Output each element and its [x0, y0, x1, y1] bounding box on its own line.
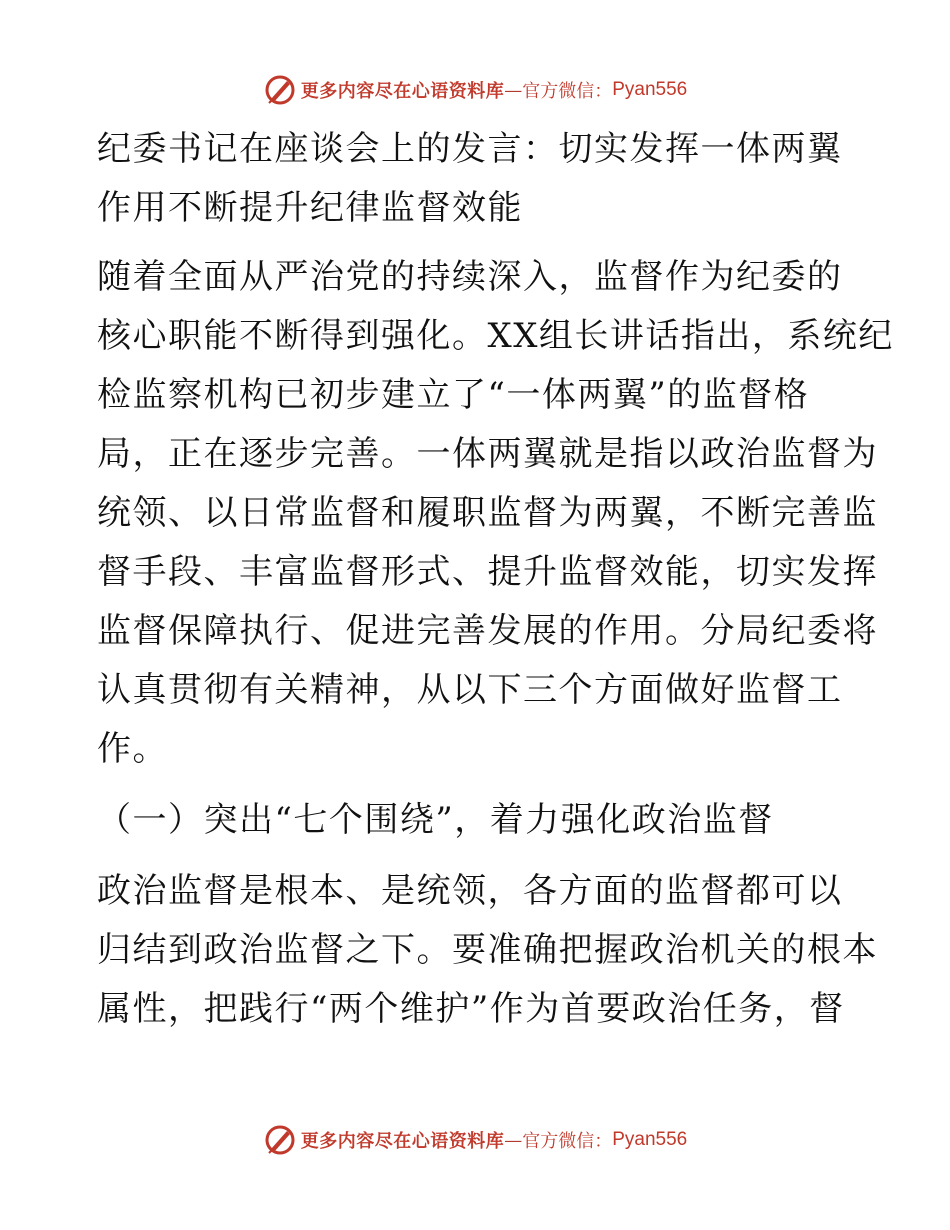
section-heading [97, 791, 857, 850]
text-line: 政治监督是根本、是统领，各方面的监督都可以 [97, 871, 843, 911]
watermark-banner-top [0, 70, 950, 110]
text-line: 属性，把践行“两个维护”作为首要政治任务，督 [97, 989, 845, 1029]
text-line: 作。 [97, 729, 168, 769]
banner-handle: Pyan556 [612, 1129, 688, 1150]
quill-pen-logo-icon [263, 1123, 297, 1157]
text-line: 统领、以日常监督和履职监督为两翼，不断完善监 [97, 493, 878, 533]
heading-line: （一）突出“七个围绕”，着力强化政治监督 [97, 800, 774, 840]
text-line: 局，正在逐步完善。一体两翼就是指以政治监督为 [97, 434, 878, 474]
text-line: 认真贯彻有关精神，从以下三个方面做好监督工 [97, 670, 843, 710]
document-title [97, 120, 857, 238]
banner-handle: Pyan556 [612, 79, 688, 100]
banner-separator: — [504, 79, 523, 101]
banner-separator: — [504, 1129, 523, 1151]
banner-left-text: 更多内容尽在心语资料库 [300, 81, 505, 102]
text-line: 随着全面从严治党的持续深入，监督作为纪委的 [97, 257, 843, 297]
watermark-banner-bottom [0, 1120, 950, 1160]
banner-right-text: 官方微信： [522, 81, 613, 102]
text-line: 监督保障执行、促进完善发展的作用。分局纪委将 [97, 611, 878, 651]
title-line: 纪委书记在座谈会上的发言：切实发挥一体两翼 [97, 129, 843, 169]
text-line: 检监察机构已初步建立了“一体两翼”的监督格 [97, 375, 810, 415]
quill-pen-logo-icon [263, 73, 297, 107]
paragraph-political-supervision [97, 862, 878, 1039]
banner-left-text: 更多内容尽在心语资料库 [300, 1131, 505, 1152]
text-line: 督手段、丰富监督形式、提升监督效能，切实发挥 [97, 552, 878, 592]
paragraph-intro [97, 248, 894, 779]
document-body [97, 120, 894, 1039]
text-line: 核心职能不断得到强化。XX组长讲话指出，系统纪 [97, 316, 894, 356]
banner-right-text: 官方微信： [522, 1131, 613, 1152]
title-line: 作用不断提升纪律监督效能 [97, 188, 523, 228]
text-line: 归结到政治监督之下。要准确把握政治机关的根本 [97, 930, 878, 970]
